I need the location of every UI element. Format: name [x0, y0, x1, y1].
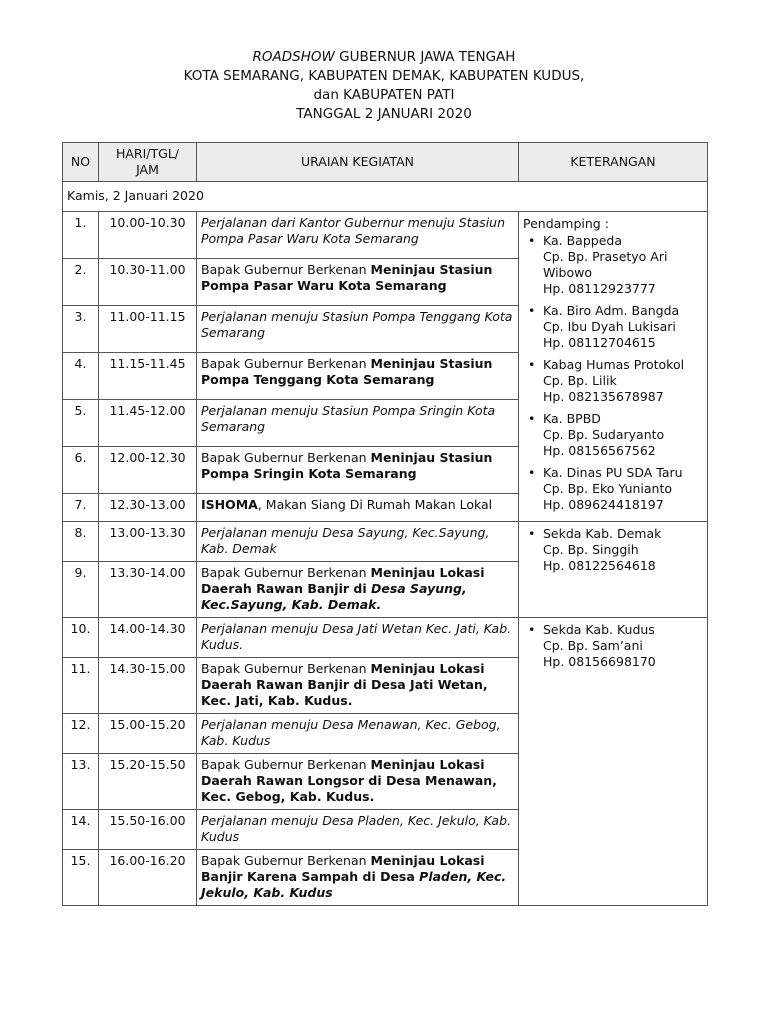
row-number: 1.: [63, 212, 99, 259]
row-activity: [197, 850, 519, 906]
row-time: 15.20-15.50: [99, 754, 197, 810]
note-line: Cp. Bp. Sudaryanto: [543, 427, 665, 442]
activity-text: Bapak Gubernur Berkenan: [201, 757, 371, 772]
day-label: Kamis, 2 Januari 2020: [63, 182, 708, 212]
note-line: Hp. 08112923777: [543, 281, 656, 296]
title-line-1: ROADSHOW GUBERNUR JAWA TENGAH: [252, 49, 516, 65]
row-number: 13.: [63, 754, 99, 810]
row-time: 12.30-13.00: [99, 493, 197, 521]
row-note: [519, 522, 708, 618]
note-line: • Sekda Kab. Kudus: [543, 622, 655, 637]
note-line: • Kabag Humas Protokol: [543, 357, 685, 372]
note-list: [523, 622, 703, 670]
row-activity: [197, 258, 519, 305]
header-activity: URAIAN KEGIATAN: [197, 143, 519, 182]
row-time: 11.00-11.15: [99, 305, 197, 352]
activity-text: Perjalanan menuju Desa Jati Wetan Kec. Jati, Kab. Kudus.: [201, 621, 512, 652]
row-time: 14.00-14.30: [99, 618, 197, 658]
row-number: 10.: [63, 618, 99, 658]
note-line: Cp. Ibu Dyah Lukisari: [543, 319, 676, 334]
note-item: [523, 357, 703, 405]
activity-text: Meninjau Stasiun Pompa Sringin Kota Semarang: [201, 449, 493, 481]
row-time: 15.50-16.00: [99, 810, 197, 850]
row-activity: [197, 493, 519, 521]
note-line: Cp. Bp. Lilik: [543, 373, 617, 388]
row-activity: [197, 522, 519, 562]
note-line: Hp. 08112704615: [543, 335, 656, 350]
note-item: [523, 303, 703, 351]
activity-text: Pladen, Kec. Jekulo, Kab. Kudus: [201, 869, 507, 900]
activity-text: Bapak Gubernur Berkenan: [201, 261, 371, 277]
row-number: 4.: [63, 352, 99, 399]
title-line-4: TANGGAL 2 JANUARI 2020: [296, 106, 472, 122]
row-activity: [197, 618, 519, 658]
title-line-2: KOTA SEMARANG, KABUPATEN DEMAK, KABUPATEN KUDUS,: [183, 68, 585, 84]
row-time: 11.15-11.45: [99, 352, 197, 399]
note-line: • Ka. Biro Adm. Bangda: [543, 303, 680, 318]
activity-text: Bapak Gubernur Berkenan: [201, 853, 371, 868]
row-number: 3.: [63, 305, 99, 352]
row-time: 10.30-11.00: [99, 258, 197, 305]
row-activity: [197, 658, 519, 714]
row-time: 12.00-12.30: [99, 446, 197, 493]
note-line: Hp. 08156567562: [543, 443, 656, 458]
title-line-3: dan KABUPATEN PATI: [313, 87, 455, 103]
table-header-row: [63, 143, 708, 182]
header-no: NO: [63, 143, 99, 182]
note-item: [523, 233, 703, 297]
activity-text: Perjalanan menuju Stasiun Pompa Sringin Kota Semarang: [201, 402, 496, 434]
note-line: Hp. 082135678987: [543, 389, 664, 404]
row-note: [519, 618, 708, 906]
note-line: Cp. Bp. Sam’ani: [543, 638, 643, 653]
note-item: [523, 526, 703, 574]
row-activity: [197, 212, 519, 259]
note-line: Cp. Bp. Prasetyo Ari Wibowo: [543, 249, 668, 280]
row-number: 7.: [63, 493, 99, 521]
activity-text: ISHOMA: [201, 496, 258, 512]
note-line: Cp. Bp. Eko Yunianto: [543, 481, 673, 496]
document-title: [0, 48, 768, 124]
note-item: [523, 465, 703, 513]
activity-text: Meninjau Lokasi Daerah Rawan Longsor di Desa Menawan, Kec. Gebog, Kab. Kudus.: [201, 757, 497, 804]
row-number: 9.: [63, 562, 99, 618]
note-line: • Ka. Bappeda: [543, 233, 622, 248]
note-line: • Ka. Dinas PU SDA Taru: [543, 465, 683, 480]
schedule-table: [62, 142, 708, 906]
activity-text: Perjalanan menuju Desa Menawan, Kec. Gebog, Kab. Kudus: [201, 717, 501, 748]
table-row: [63, 212, 708, 259]
note-line: Hp. 089624418197: [543, 497, 664, 512]
activity-text: Perjalanan dari Kantor Gubernur menuju Stasiun Pompa Pasar Waru Kota Semarang: [201, 215, 506, 246]
activity-text: Meninjau Stasiun Pompa Pasar Waru Kota Semarang: [201, 261, 493, 293]
activity-text: Bapak Gubernur Berkenan: [201, 565, 371, 580]
row-activity: [197, 714, 519, 754]
row-activity: [197, 352, 519, 399]
row-time: 16.00-16.20: [99, 850, 197, 906]
header-time: HARI/TGL/ JAM: [99, 143, 197, 182]
row-time: 14.30-15.00: [99, 658, 197, 714]
table-row: [63, 522, 708, 562]
activity-text: Perjalanan menuju Desa Pladen, Kec. Jekulo, Kab. Kudus: [201, 813, 512, 844]
day-row: [63, 182, 708, 212]
row-number: 6.: [63, 446, 99, 493]
activity-text: Meninjau Stasiun Pompa Tenggang Kota Semarang: [201, 355, 493, 387]
row-activity: [197, 810, 519, 850]
activity-text: Bapak Gubernur Berkenan: [201, 449, 371, 465]
note-line: • Ka. BPBD: [543, 411, 601, 426]
activity-text: Meninjau Lokasi Banjir Karena Sampah di Desa: [201, 853, 485, 884]
row-time: 11.45-12.00: [99, 399, 197, 446]
activity-text: , Makan Siang Di Rumah Makan Lokal: [257, 496, 493, 512]
row-activity: [197, 399, 519, 446]
note-line: Cp. Bp. Singgih: [543, 542, 639, 557]
row-number: 11.: [63, 658, 99, 714]
row-number: 8.: [63, 522, 99, 562]
row-time: 15.00-15.20: [99, 714, 197, 754]
note-list: [523, 233, 703, 513]
row-activity: [197, 305, 519, 352]
activity-text: Desa Sayung, Kec.Sayung, Kab. Demak.: [201, 581, 467, 612]
row-activity: [197, 562, 519, 618]
row-activity: [197, 446, 519, 493]
row-activity: [197, 754, 519, 810]
activity-text: Perjalanan menuju Desa Sayung, Kec.Sayung, Kab. Demak: [201, 525, 490, 556]
row-time: 13.30-14.00: [99, 562, 197, 618]
row-number: 2.: [63, 258, 99, 305]
activity-text: Meninjau Lokasi Daerah Rawan Banjir di Desa Jati Wetan, Kec. Jati, Kab. Kudus.: [201, 661, 488, 708]
activity-text: Meninjau Lokasi Daerah Rawan Banjir di: [201, 565, 485, 596]
row-time: 10.00-10.30: [99, 212, 197, 259]
activity-text: Perjalanan menuju Stasiun Pompa Tenggang Kota Semarang: [201, 308, 513, 340]
row-number: 14.: [63, 810, 99, 850]
row-note: [519, 212, 708, 522]
note-line: Hp. 08122564618: [543, 558, 656, 573]
header-note: KETERANGAN: [519, 143, 708, 182]
note-line: • Sekda Kab. Demak: [543, 526, 662, 541]
note-intro: Pendamping :: [523, 216, 609, 231]
note-item: [523, 622, 703, 670]
row-number: 5.: [63, 399, 99, 446]
activity-text: Bapak Gubernur Berkenan: [201, 661, 371, 676]
row-number: 15.: [63, 850, 99, 906]
activity-text: Bapak Gubernur Berkenan: [201, 355, 371, 371]
note-line: Hp. 08156698170: [543, 654, 656, 669]
table-row: [63, 618, 708, 658]
note-list: [523, 526, 703, 574]
row-time: 13.00-13.30: [99, 522, 197, 562]
note-item: [523, 411, 703, 459]
row-number: 12.: [63, 714, 99, 754]
